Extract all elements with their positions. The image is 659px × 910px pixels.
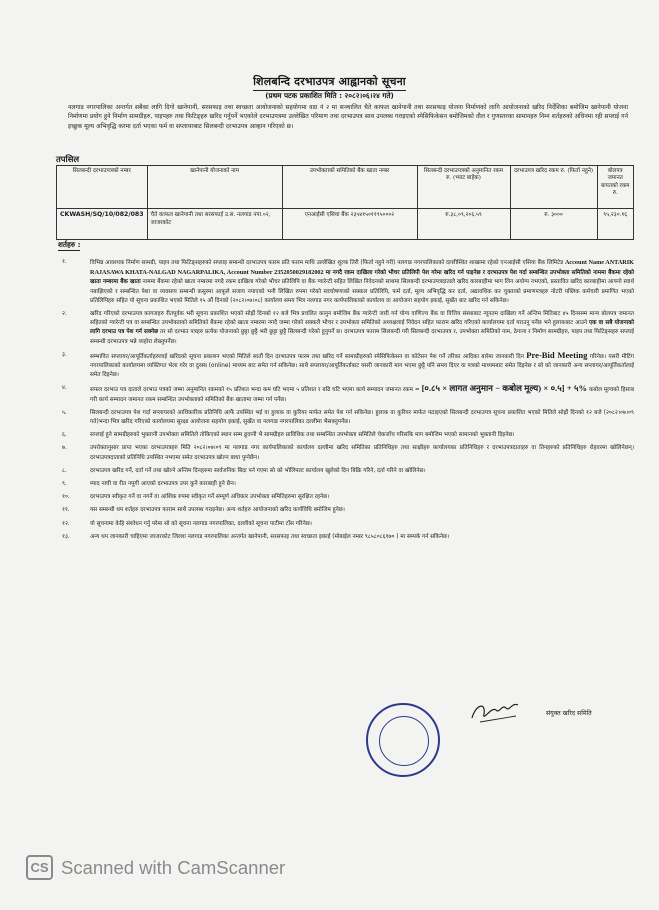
account-details: Account Name ANTARIK RAJASAWA KHATA-NALGAD NAGARPALIKA, Account Number 2352050029182002: [90, 259, 634, 277]
tender-table: [56, 165, 634, 240]
header-scheme-name: खानेपानी योजनाको नाम: [147, 166, 282, 209]
term-text: दरभाउपत्र स्वीकृत गर्ने वा नगर्ने वा आंशिक रुपमा स्वीकृत गर्ने सम्पूर्ण अधिकार उपभोक्ता समितिहरुमा सुरक्षित रहनेछ।: [90, 494, 330, 501]
signature-mark: [466, 696, 526, 728]
committee-label: संयुक्त खरिद समिति: [546, 710, 592, 717]
term-number: ११.: [62, 507, 70, 514]
term-item: [56, 533, 634, 542]
header-bid-security: बोलपत्र जमानत बापतको रकम रु.: [597, 166, 633, 209]
term-item: [56, 444, 634, 462]
term-number: १.: [62, 259, 67, 265]
term-text: यो सूचनामा केहि संशोधन गर्नु परेमा सो को सूचना नलगाड नगरपालिका, दल्लीको सूचना पाटीमा टाँस गरिनेछ।: [90, 520, 312, 527]
term-text: यस सम्बन्धी थप शर्तहरु दरभाउपत्र फाराम साथै उपलब्ध गराइनेछ। अन्य शर्तहरु आयोजनाको खरिद कार्यविधि बमोजिम हुनेछ।: [90, 507, 345, 514]
term-number: ८.: [62, 467, 67, 474]
term-item: [56, 520, 634, 529]
security-formula: [०.८५ × लागत अनुमान − कबोल मूल्य) × ०.५] + ५%: [421, 383, 588, 394]
term-text: [90, 351, 634, 381]
term-item: [56, 258, 634, 306]
term-number: ५.: [62, 409, 67, 416]
term-number: १२.: [62, 520, 70, 527]
term-number: ९.: [62, 481, 67, 488]
term-item: [56, 409, 634, 427]
term-text: [90, 258, 634, 306]
term-number: ६.: [62, 432, 67, 439]
title-wrap: [0, 70, 659, 91]
committee-seal: [366, 703, 440, 777]
cell-scheme-name: चैते काफल खानेपानी तथा सरसफाई उ.स. नलगाड नपा.०२, जाजरकोट: [147, 209, 282, 240]
term-text-bold: एक वा सबै योजनाको लागि दरभाउ पत्र पेश गर्न सक्नेछ: [90, 320, 634, 336]
term-number: ४.: [62, 385, 67, 392]
header-fee: दरभाउपत्र खरिद रकम रु. (फिर्ता नहुने): [510, 166, 597, 209]
term-text-part: विभिन्न आवश्यक निर्माण सामग्री, पाइप तथा फिटिङ्सहरुको सप्लाइ सम्बन्धी दरभाउपत्र फारम प्रति फारम माथि उल्लेखित शुल्क तिरी (फिर्ता नहुने गरी) नलगाड नगरपालिकाको दल्लीस्थित शाखामा रहेको एनआईसी एसिया बैंक लिमिटेड: [90, 260, 564, 266]
table-heading: तपसिल: [56, 154, 80, 164]
term-text: सिलबन्दी दरभाउपत्र पेश गर्दा सप्लायरको आधिकारिक प्रतिनिधि आफैं उपस्थित भई वा हुलाक वा कुरियर मार्फत समेत पेश गर्न सकिनेछ। हुलाक वा कुरियर मार्फत पठाइएको सिलबन्दी दरभाउपत्र सूचना प्रकाशित भएको मितिले सोह्रौं दिनको १२ बजे (२०८२।०७।०९ गते)भन्दा भित्र खरिद गरिएको कार्यालयमा सुरक्षा आयोजना सहयोग इकाई, सुर्खेत वा नलगाड नगरपालिका दल्लीमा भैसक्नुपर्नेछ।: [90, 409, 634, 426]
pre-bid-meeting: Pre-Bid Meeting: [526, 349, 588, 360]
term-number: ७.: [62, 445, 67, 452]
term-text: उपरोक्तानुसार प्राप्त भएका दरभाउपत्रहरु मिति २०८२।०७।०९ मा नलगाड नगर कार्यपालिकाको कार्यालय दल्लीमा खरिद समितिका प्रतिनिधिहरु तथा साक्षीहरु कार्यालयका प्रतिनिधिहरु र दरभाउपत्रदाताहरु वा तिनहरुको प्रतिनिधिहरु रोहवरमा खोलिनेछन्। दरभाउपत्रदाताको प्रतिनिधि उपस्थित नभएमा समेत दरभाउपत्र खोल्न बाधा पुग्नेछैन।: [90, 445, 634, 461]
term-text-part: खरिद गरिएको दरभाउपत्र कागजहरु रीतपूर्वक भरी सूचना प्रकाशित भएको सोह्रौं दिनको १२ बजे भित्र प्रचलित कानुन बमोजिम बैंक ग्यारेन्टी जारी गर्न योग्य वाणिज्य बैंक वा वित्तिय संस्थाबाट न्यूनतम दाखिला गर्ने अन्तिम मितिबाट ४५ दिनसम्म मान्य बोलपत्र जमानत सहितको ग्यारेन्टी पत्र वा सम्बन्धित उपभोक्ताको समितिको बैंकमा रहेको खाता नम्बरमा नगदै जम्मा गरेको सक्कलै भौचर र उपभोक्ता समितिको अध्यक्षलाई निवेदन सहित फाराम खरिद गरिएको कार्यालयमा दर्ता गराउनु पर्नेछ भने हुलाकबाट आउने: [90, 311, 634, 327]
cell-bid-number: CKWASH/SQ/10/082/083: [57, 209, 148, 240]
term-text-bold: मा नगदै रकम दाखिला गरेको भौचर प्रतिलिपी पेश गरेमा खरिद गर्न पाइनेछ र दरभाउपत्र पेश गर्दा सम्बन्धित उपभोक्ता समितिको नाममा बैंकमा रहेको खाता नम्बरमा बैंक खाता: [90, 270, 635, 286]
term-text-part: नाममा बैंकमा रहेको खाता नम्बरमा नगदै रकम दाखिला गरेको भौचर प्रतिलिपि वा बैंक ग्यारेन्टी सहित लिखित निवेदनको साथमा सिलबन्दी दरभाउपत्रदाताले खरिद कारबाहीमा भाग लिन अयोग्य नभएको, प्रस्तावित खरिद कारबाहीमा आफ्नो स्वार्थ नबाझिएको र सम्बन्धित पेशा वा व्यवसाय सम्बन्धी कसुरमा आफूले सजाय नपाएको भनी लिखित रुपमा गरेको स्वःघोषणाको सक्कल प्रतिलिपि, फर्म दर्ता, मूल्य अभिवृद्धि कर दर्ता, अद्यावधिक कर चुक्ताको प्रमाणपत्रहरु नोटरी पब्लिक कर्मचारी प्रमाणित भएको प्रतिलिपिहरु सहित यो सूचना प्रकाशित भएको मितिले १५ औं दिनको (२०८२।०७।०८) कार्यालय समय भित्र नलगाड नगर कार्यपालिकाको कार्यालय वा आयोजना सहयोग इकाई, सुर्खेत बाट खरिद गर्न सकिनेछ।: [90, 279, 634, 304]
term-number: ३.: [62, 351, 67, 358]
term-text-part: सम्भावित सप्लायर/आपूर्तिकर्ताहरुलाई खरिदको सूचना प्रकाशन भएको मितिले सातौं दिन दरभाउपत्र फारम तथा खरिद गर्ने सामाग्रीहरुको स्पेसिफिकेसन वा कोटेसन पेश गर्ने तरिका आदिका बारेमा जानकारी दिन: [90, 353, 524, 360]
term-item: [56, 384, 634, 404]
terms-list: [56, 258, 634, 546]
term-item: [56, 431, 634, 440]
cell-bid-security: ९५,२३०.१६: [597, 209, 633, 240]
term-number: १३.: [62, 533, 70, 540]
table-header-row: [57, 166, 634, 209]
term-number: १०.: [62, 494, 70, 501]
term-text: [90, 310, 634, 347]
term-text-part: गरिनेछ। यसरी मीटिंग नगरपालिकाको कार्यालयमा व्यक्तिगत भेला गरेर वा दुरस्थ (online) माध्यम बाट समेत गर्न सकिनेछ। साथै सप्लायर/आपूर्तिकर्ताबाट यसरी जानकारी माग भएमा छुट्टै पनि समय दिएर वा पत्रको माध्यमबाट समेत दिइनेछ र सो को जानकारी अन्य सप्लायर/आपूर्तिकर्तालाई समेत दिइनेछ।: [90, 353, 635, 379]
term-text: [90, 384, 634, 404]
notice-title: शिलबन्दि दरभाउपत्र आह्वानको सूचना: [253, 74, 406, 91]
cell-estimate: रु.३८,०९,२०६.५९: [417, 209, 510, 240]
term-text: सप्लाई हुने सामग्रीहरुको भुक्तानी उपभोक्ता समितिले तोकिएको स्थान सम्म ढुवानी भै सामग्रीहरु प्राविधिक तथा सम्बन्धित उपभोक्ता समितिले चेकजाँच गरिसकि माग बमोजिम भएको सामानको भुक्तानी दिइनेछ।: [90, 432, 515, 439]
cell-bank-account: एनआईसी एसिया बैंक २३५४१५०११९५०००२: [282, 209, 417, 240]
term-text-part: सफल दरभाउ पत्र दाताले दरभाउ पत्रको जम्मा अनुमानित रकमको १५ प्रतिशत भन्दा कम घटि भएमा ५ प्रतिशत र बढि घटि भएमा कार्य सम्पादन जमानत रकम =: [90, 387, 420, 394]
camscanner-watermark: [26, 855, 285, 880]
table-row: [57, 209, 634, 240]
camscanner-logo-icon: CS: [26, 855, 53, 880]
notice-subtitle: (प्रथम पटक प्रकाशित मिति : २०८२।०६।२४ गते): [265, 91, 394, 100]
header-bank-account: उपभोक्ताको समितिको बैंक खाता नम्बर: [282, 166, 417, 209]
term-text-part: कबोल मूल्यको हिसाब गरी कार्य सम्पादन जमानत रकम सम्बन्धित उपभोक्ताको समितिको बैंक खातामा जम्मा गर्न पर्नेछ।: [90, 387, 634, 403]
seal-inner-ring: [379, 716, 429, 766]
intro-paragraph: नलगाड नगरपालिका अन्तर्गत सबैका लागि दिगो खानेपानी, सरसफाइ तथा स्वच्छता आयोजनाको सहयोगमा वडा नं २ मा सञ्चालित चैते काफल खानेपानी तथा सरसफाइ योजना निर्माणको लागि आयोजनाको खरिद निर्देशिका बमोजिम खानेपानी योजना निर्माणमा प्रयोग हुने निर्माण सामग्रीहरु, पाइपहरु तथा फिटिङ्हरु खरिद गर्नुपर्ने भएकोले दरभाउपत्रमा उल्लेखित परिमाण तथा दरभाउपत्र साथ उपलब्ध गराइएको स्पेसिफिकेसन बमोजिमको तौल र गुणस्तरका सामानहरु निम्न शर्तहरुको अधिनमा रही सप्लाई गर्न इच्छुक मूल्य अभिवृद्धि करमा दर्ता भएका फर्म वा सप्लायरबाट सिलबन्दी दरभाउपत्र आव्हान गरिएको छ।: [68, 104, 628, 130]
term-text-part: तर सो दरभाउ पत्रहरु प्रत्येक योजनाको छुट्टा छुट्टै भरी छुट्टा छुट्टै सिलबन्दी गरेको हुनुपर्ने छ। दरभाउपत्र फाराम सिलबन्दी गरी सिलबन्दी दरभाउपत्र र, उपभोक्ता समितिको नाम, ठेगाना र निर्माण सामग्रीहरु, पाइप तथा फिटिङ्सहरु सप्लाई सम्बन्धी दरभाउपत्र भन्ने व्यहोरा लेख्नुपर्नेछ।: [90, 329, 634, 345]
term-item: [56, 506, 634, 515]
term-item: [56, 310, 634, 347]
term-item: [56, 480, 634, 489]
term-item: [56, 493, 634, 502]
terms-heading: शर्तहरु :: [58, 240, 81, 249]
watermark-text: Scanned with CamScanner: [61, 856, 286, 878]
term-text: अन्य थप जानकारी चाहिएमा जाजरकोट जिल्ला नलगाड नगरपालिका अन्तर्गत खानेपानी, सरसफाइ तथा स्वच्छता इकाई (मोबाईल नम्बर ९८५८०८६१७० ) मा सम्पर्क गर्न सकिनेछ।: [90, 533, 450, 540]
term-number: २.: [62, 311, 67, 318]
header-bid-number: सिलबन्दी दरभाउपत्रको नम्बर: [57, 166, 148, 209]
term-item: [56, 467, 634, 476]
cell-fee: रु. ३०००: [510, 209, 597, 240]
term-item: [56, 351, 634, 381]
term-text: म्याद नाघी वा रीत नपुगी आएको दरभाउपत्र उपर कुनै कारबाही हुने छैन।: [90, 481, 236, 488]
term-text: दरभाउपत्र खरिद गर्ने, दर्ता गर्ने तथा खोल्ने अन्तिम दिनहरुमा सार्वजनिक बिदा पर्न गएमा सो को भोलिपल्ट कार्यालय खुलेको दिन बिक्रि गरिने, दर्ता गरिने वा खोलिनेछ।: [90, 467, 426, 474]
header-estimate: सिलबन्दी दरभाउपत्रको अनुमानित रकम रु. (भ्याट बाहेक): [417, 166, 510, 209]
